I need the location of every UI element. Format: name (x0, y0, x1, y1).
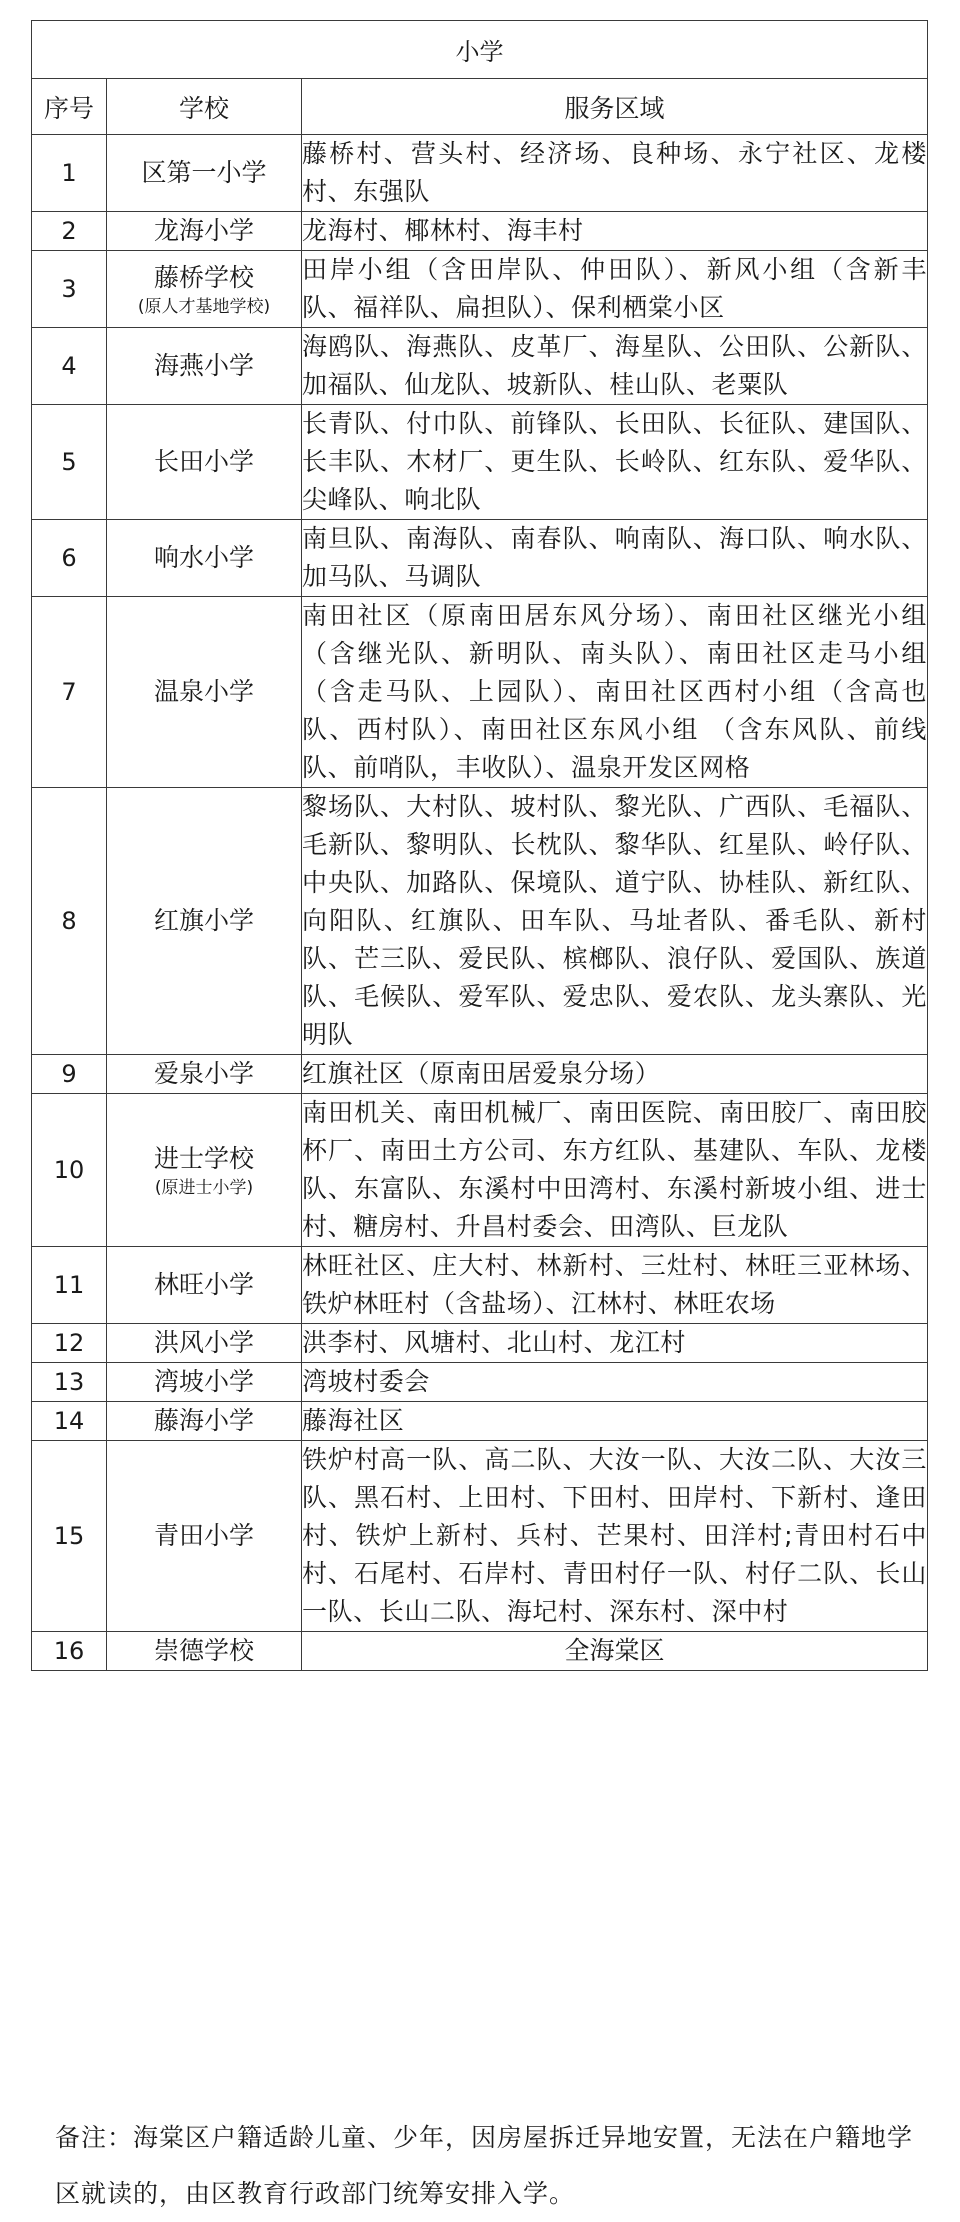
school-district-table (31, 20, 928, 1671)
table-title-row (32, 21, 928, 79)
table-row (32, 1441, 928, 1632)
row-number: 5 (32, 405, 107, 520)
service-area: 湾坡村委会 (302, 1363, 928, 1402)
service-area: 全海棠区 (302, 1632, 928, 1671)
table-title: 小学 (32, 21, 928, 79)
service-area: 红旗社区（原南田居爱泉分场） (302, 1055, 928, 1094)
school-name: 响水小学 (153, 543, 254, 572)
table-row (32, 212, 928, 251)
school-former-name: (原人才基地学校) (137, 297, 271, 317)
service-area: 南田机关、南田机械厂、南田医院、南田胶厂、南田胶杯厂、南田土方公司、东方红队、基建队、车队、龙楼队、东富队、东溪村中田湾村、东溪村新坡小组、进士村、糖房村、升昌村委会、田湾队、巨龙队 (302, 1094, 928, 1247)
service-area: 藤海社区 (302, 1402, 928, 1441)
school-name: 爱泉小学 (153, 1059, 254, 1088)
school-name-cell (107, 1632, 302, 1671)
table-row (32, 1094, 928, 1247)
table-row (32, 328, 928, 405)
school-name-cell (107, 328, 302, 405)
school-name-cell (107, 1247, 302, 1324)
school-name: 林旺小学 (153, 1270, 254, 1299)
table-row (32, 1363, 928, 1402)
school-name: 龙海小学 (153, 216, 254, 245)
school-name-cell (107, 405, 302, 520)
school-name: 洪风小学 (153, 1328, 254, 1357)
row-number: 13 (32, 1363, 107, 1402)
school-name-cell (107, 788, 302, 1055)
school-name: 区第一小学 (141, 158, 267, 187)
school-name-cell (107, 212, 302, 251)
table-row (32, 520, 928, 597)
row-number: 16 (32, 1632, 107, 1671)
table-row (32, 1247, 928, 1324)
school-name: 进士学校 (153, 1144, 254, 1173)
header-school: 学校 (107, 79, 302, 135)
row-number: 2 (32, 212, 107, 251)
row-number: 10 (32, 1094, 107, 1247)
row-number: 12 (32, 1324, 107, 1363)
service-area: 藤桥村、营头村、经济场、良种场、永宁社区、龙楼村、东强队 (302, 135, 928, 212)
school-name: 崇德学校 (153, 1636, 254, 1665)
school-name: 藤海小学 (153, 1406, 254, 1435)
service-area: 黎场队、大村队、坡村队、黎光队、广西队、毛福队、毛新队、黎明队、长枕队、黎华队、红星队、岭仔队、中央队、加路队、保境队、道宁队、协桂队、新红队、向阳队、红旗队、田车队、马址者队、番毛队、新村队、芒三队、爱民队、槟榔队、浪仔队、爱国队、族道队、毛候队、爱军队、爱忠队、爱农队、龙头寨队、光明队 (302, 788, 928, 1055)
row-number: 14 (32, 1402, 107, 1441)
school-name-cell (107, 251, 302, 328)
row-number: 7 (32, 597, 107, 788)
service-area: 田岸小组（含田岸队、仲田队）、新风小组（含新丰队、福祥队、扁担队）、保利栖棠小区 (302, 251, 928, 328)
school-name-cell (107, 1094, 302, 1247)
school-name-cell (107, 1363, 302, 1402)
service-area: 龙海村、椰林村、海丰村 (302, 212, 928, 251)
table-row (32, 1402, 928, 1441)
school-name-cell (107, 1402, 302, 1441)
service-area: 林旺社区、庄大村、林新村、三灶村、林旺三亚林场、铁炉林旺村（含盐场）、江林村、林旺农场 (302, 1247, 928, 1324)
service-area: 南田社区（原南田居东风分场）、南田社区继光小组 （含继光队、新明队、南头队）、南田社区走马小组 （含走马队、上园队）、南田社区西村小组（含高也队、西村队）、南田社区东风小组 （含东风队、前线队、前哨队，丰收队）、温泉开发区网格 (302, 597, 928, 788)
table-row (32, 788, 928, 1055)
table-row (32, 405, 928, 520)
table-row (32, 135, 928, 212)
service-area: 长青队、付巾队、前锋队、长田队、长征队、建国队、长丰队、木材厂、更生队、长岭队、红东队、爱华队、尖峰队、响北队 (302, 405, 928, 520)
row-number: 6 (32, 520, 107, 597)
table-header-row (32, 79, 928, 135)
table-row (32, 1632, 928, 1671)
school-name: 红旗小学 (153, 906, 254, 935)
school-name-cell (107, 1441, 302, 1632)
row-number: 9 (32, 1055, 107, 1094)
table-row (32, 251, 928, 328)
footnote: 备注：海棠区户籍适龄儿童、少年，因房屋拆迁异地安置，无法在户籍地学区就读的，由区教育行政部门统筹安排入学。 (55, 2123, 914, 2208)
service-area: 洪李村、风塘村、北山村、龙江村 (302, 1324, 928, 1363)
row-number: 8 (32, 788, 107, 1055)
school-name: 温泉小学 (153, 677, 254, 706)
service-area: 海鸥队、海燕队、皮革厂、海星队、公田队、公新队、加福队、仙龙队、坡新队、桂山队、老粟队 (302, 328, 928, 405)
service-area: 铁炉村高一队、高二队、大汝一队、大汝二队、大汝三队、黑石村、上田村、下田村、田岸村、下新村、逢田村、铁炉上新村、兵村、芒果村、田洋村;青田村石中村、石尾村、石岸村、青田村仔一队、村仔二队、长山一队、长山二队、海圮村、深东村、深中村 (302, 1441, 928, 1632)
school-name-cell (107, 597, 302, 788)
school-name-cell (107, 135, 302, 212)
row-number: 11 (32, 1247, 107, 1324)
table-row (32, 597, 928, 788)
table-row (32, 1055, 928, 1094)
school-name-cell (107, 1324, 302, 1363)
school-name: 海燕小学 (153, 351, 254, 380)
school-name: 藤桥学校 (153, 263, 254, 292)
row-number: 4 (32, 328, 107, 405)
row-number: 1 (32, 135, 107, 212)
row-number: 15 (32, 1441, 107, 1632)
school-former-name: (原进士小学) (154, 1178, 254, 1198)
row-number: 3 (32, 251, 107, 328)
school-name: 湾坡小学 (153, 1367, 254, 1396)
school-name: 青田小学 (153, 1521, 254, 1550)
header-service-area: 服务区域 (302, 79, 928, 135)
school-name: 长田小学 (153, 447, 254, 476)
service-area: 南旦队、南海队、南春队、响南队、海口队、响水队、加马队、马调队 (302, 520, 928, 597)
school-name-cell (107, 520, 302, 597)
table-row (32, 1324, 928, 1363)
school-name-cell (107, 1055, 302, 1094)
header-number: 序号 (32, 79, 107, 135)
